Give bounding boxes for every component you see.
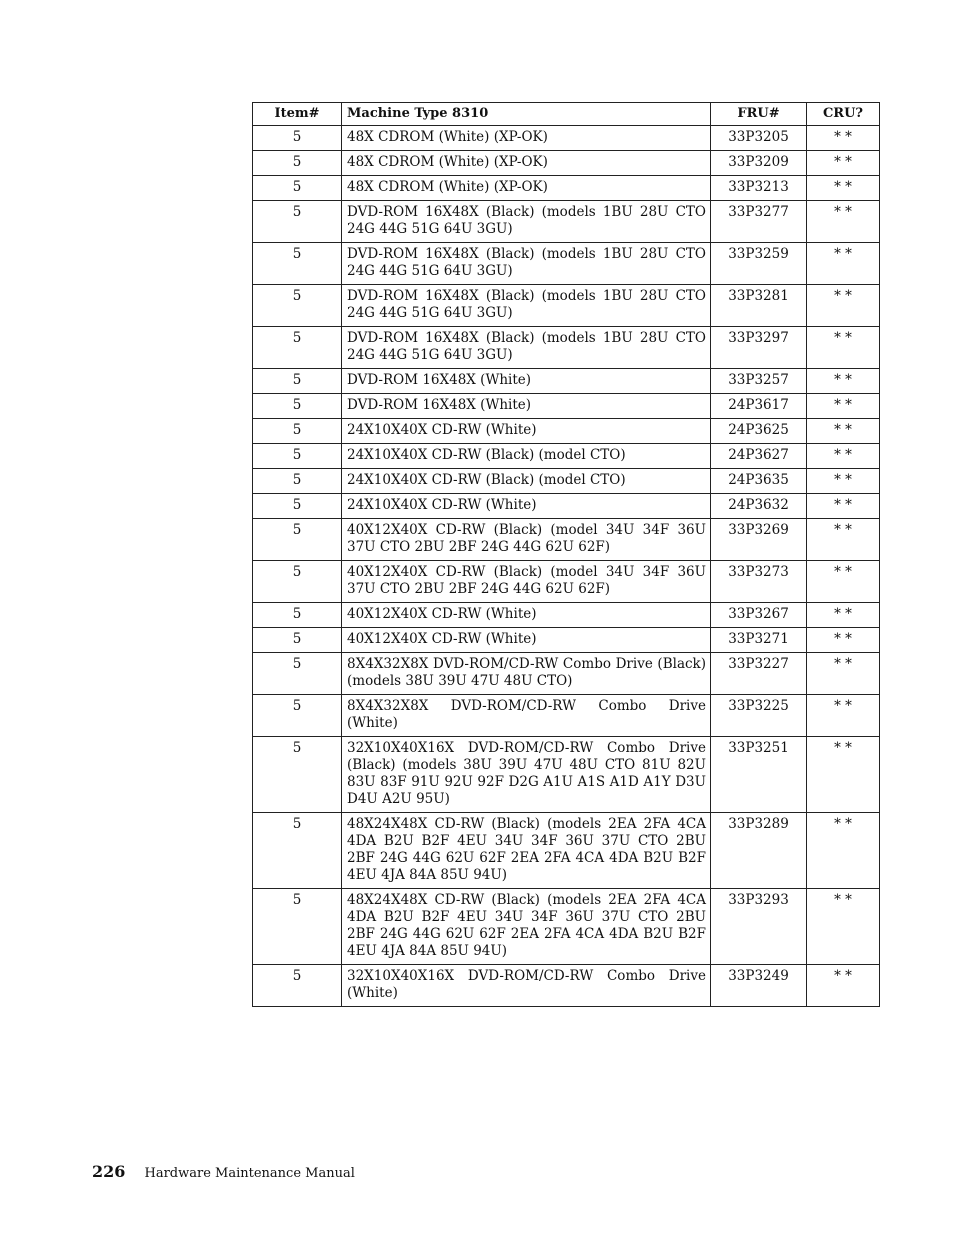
table-row xyxy=(253,813,880,889)
cell-cru: * * xyxy=(807,737,880,813)
cell-item: 5 xyxy=(253,151,342,176)
cell-cru: * * xyxy=(807,444,880,469)
cell-description: DVD-ROM 16X48X (Black) (models 1BU 28U CTO 24G 44G 51G 64U 3GU) xyxy=(342,201,711,243)
page-number: 226 xyxy=(92,1162,126,1181)
cell-cru: * * xyxy=(807,519,880,561)
table-row xyxy=(253,737,880,813)
cell-cru: * * xyxy=(807,695,880,737)
cell-item: 5 xyxy=(253,327,342,369)
cell-description: 24X10X40X CD-RW (White) xyxy=(342,419,711,444)
table-row xyxy=(253,494,880,519)
cell-description: 48X24X48X CD-RW (Black) (models 2EA 2FA 4CA 4DA B2U B2F 4EU 34U 34F 36U 37U CTO 2BU 2BF 24G 44G 62U 62F 2EA 2FA 4CA 4DA B2U B2F 4EU 4JA 84A 85U 94U) xyxy=(342,889,711,965)
cell-cru: * * xyxy=(807,285,880,327)
manual-title: Hardware Maintenance Manual xyxy=(144,1166,355,1181)
cell-description: 40X12X40X CD-RW (Black) (model 34U 34F 36U 37U CTO 2BU 2BF 24G 44G 62U 62F) xyxy=(342,561,711,603)
cell-description: 32X10X40X16X DVD-ROM/CD-RW Combo Drive (White) xyxy=(342,965,711,1007)
cell-item: 5 xyxy=(253,176,342,201)
table-row xyxy=(253,653,880,695)
cell-description: 8X4X32X8X DVD-ROM/CD-RW Combo Drive (Black) (models 38U 39U 47U 48U CTO) xyxy=(342,653,711,695)
cell-description: 48X CDROM (White) (XP-OK) xyxy=(342,126,711,151)
cell-fru: 33P3251 xyxy=(711,737,807,813)
cell-fru: 24P3617 xyxy=(711,394,807,419)
cell-cru: * * xyxy=(807,494,880,519)
cell-item: 5 xyxy=(253,369,342,394)
cell-description: 40X12X40X CD-RW (White) xyxy=(342,628,711,653)
cell-fru: 33P3277 xyxy=(711,201,807,243)
table-row xyxy=(253,285,880,327)
cell-description: DVD-ROM 16X48X (Black) (models 1BU 28U CTO 24G 44G 51G 64U 3GU) xyxy=(342,327,711,369)
cell-cru: * * xyxy=(807,176,880,201)
table-row xyxy=(253,444,880,469)
cell-fru: 33P3289 xyxy=(711,813,807,889)
cell-cru: * * xyxy=(807,369,880,394)
cell-fru: 33P3297 xyxy=(711,327,807,369)
table-row xyxy=(253,369,880,394)
cell-item: 5 xyxy=(253,519,342,561)
cell-cru: * * xyxy=(807,201,880,243)
table-header-row xyxy=(253,103,880,126)
table-row xyxy=(253,176,880,201)
table-row xyxy=(253,201,880,243)
cell-cru: * * xyxy=(807,965,880,1007)
table-row xyxy=(253,469,880,494)
cell-fru: 33P3271 xyxy=(711,628,807,653)
cell-item: 5 xyxy=(253,561,342,603)
table-body xyxy=(253,126,880,1007)
cell-description: 24X10X40X CD-RW (Black) (model CTO) xyxy=(342,469,711,494)
cell-description: 8X4X32X8X DVD-ROM/CD-RW Combo Drive (White) xyxy=(342,695,711,737)
cell-cru: * * xyxy=(807,603,880,628)
cell-item: 5 xyxy=(253,469,342,494)
cell-fru: 33P3259 xyxy=(711,243,807,285)
cell-description: DVD-ROM 16X48X (White) xyxy=(342,369,711,394)
cell-item: 5 xyxy=(253,126,342,151)
table-row xyxy=(253,151,880,176)
cell-cru: * * xyxy=(807,419,880,444)
header-fru: FRU# xyxy=(711,103,807,126)
header-item: Item# xyxy=(253,103,342,126)
cell-item: 5 xyxy=(253,394,342,419)
cell-fru: 33P3267 xyxy=(711,603,807,628)
table-row xyxy=(253,243,880,285)
cell-item: 5 xyxy=(253,285,342,327)
cell-fru: 24P3635 xyxy=(711,469,807,494)
cell-description: DVD-ROM 16X48X (Black) (models 1BU 28U CTO 24G 44G 51G 64U 3GU) xyxy=(342,243,711,285)
cell-fru: 33P3293 xyxy=(711,889,807,965)
cell-item: 5 xyxy=(253,628,342,653)
cell-description: 48X CDROM (White) (XP-OK) xyxy=(342,151,711,176)
parts-table xyxy=(252,102,880,1007)
cell-item: 5 xyxy=(253,965,342,1007)
cell-cru: * * xyxy=(807,561,880,603)
cell-cru: * * xyxy=(807,653,880,695)
table-row xyxy=(253,889,880,965)
table-row xyxy=(253,628,880,653)
cell-item: 5 xyxy=(253,813,342,889)
cell-item: 5 xyxy=(253,444,342,469)
cell-fru: 33P3209 xyxy=(711,151,807,176)
cell-fru: 33P3269 xyxy=(711,519,807,561)
cell-description: DVD-ROM 16X48X (Black) (models 1BU 28U CTO 24G 44G 51G 64U 3GU) xyxy=(342,285,711,327)
cell-fru: 33P3257 xyxy=(711,369,807,394)
cell-fru: 24P3625 xyxy=(711,419,807,444)
page-footer xyxy=(92,1162,355,1181)
cell-fru: 24P3632 xyxy=(711,494,807,519)
table-row xyxy=(253,126,880,151)
table-row xyxy=(253,603,880,628)
cell-description: 24X10X40X CD-RW (Black) (model CTO) xyxy=(342,444,711,469)
cell-cru: * * xyxy=(807,813,880,889)
table-row xyxy=(253,519,880,561)
cell-description: 48X CDROM (White) (XP-OK) xyxy=(342,176,711,201)
header-machine-type: Machine Type 8310 xyxy=(342,103,711,126)
cell-item: 5 xyxy=(253,695,342,737)
table-row xyxy=(253,419,880,444)
cell-fru: 33P3227 xyxy=(711,653,807,695)
cell-cru: * * xyxy=(807,889,880,965)
cell-item: 5 xyxy=(253,243,342,285)
cell-fru: 33P3225 xyxy=(711,695,807,737)
table-row xyxy=(253,561,880,603)
cell-item: 5 xyxy=(253,419,342,444)
cell-item: 5 xyxy=(253,653,342,695)
cell-fru: 33P3281 xyxy=(711,285,807,327)
cell-cru: * * xyxy=(807,469,880,494)
cell-fru: 33P3205 xyxy=(711,126,807,151)
table-row xyxy=(253,327,880,369)
cell-item: 5 xyxy=(253,737,342,813)
cell-fru: 24P3627 xyxy=(711,444,807,469)
table-row xyxy=(253,394,880,419)
cell-cru: * * xyxy=(807,628,880,653)
cell-fru: 33P3273 xyxy=(711,561,807,603)
cell-fru: 33P3213 xyxy=(711,176,807,201)
cell-cru: * * xyxy=(807,243,880,285)
cell-description: 40X12X40X CD-RW (White) xyxy=(342,603,711,628)
cell-item: 5 xyxy=(253,603,342,628)
cell-cru: * * xyxy=(807,151,880,176)
cell-item: 5 xyxy=(253,494,342,519)
header-cru: CRU? xyxy=(807,103,880,126)
cell-cru: * * xyxy=(807,394,880,419)
cell-description: 24X10X40X CD-RW (White) xyxy=(342,494,711,519)
cell-cru: * * xyxy=(807,126,880,151)
cell-cru: * * xyxy=(807,327,880,369)
table-row xyxy=(253,695,880,737)
cell-item: 5 xyxy=(253,201,342,243)
cell-description: 48X24X48X CD-RW (Black) (models 2EA 2FA 4CA 4DA B2U B2F 4EU 34U 34F 36U 37U CTO 2BU 2BF 24G 44G 62U 62F 2EA 2FA 4CA 4DA B2U B2F 4EU 4JA 84A 85U 94U) xyxy=(342,813,711,889)
cell-item: 5 xyxy=(253,889,342,965)
table-row xyxy=(253,965,880,1007)
cell-description: 40X12X40X CD-RW (Black) (model 34U 34F 36U 37U CTO 2BU 2BF 24G 44G 62U 62F) xyxy=(342,519,711,561)
cell-fru: 33P3249 xyxy=(711,965,807,1007)
cell-description: 32X10X40X16X DVD-ROM/CD-RW Combo Drive (Black) (models 38U 39U 47U 48U CTO 81U 82U 83U 83F 91U 92U 92F D2G A1U A1S A1D A1Y D3U D4U A2U 95U) xyxy=(342,737,711,813)
cell-description: DVD-ROM 16X48X (White) xyxy=(342,394,711,419)
